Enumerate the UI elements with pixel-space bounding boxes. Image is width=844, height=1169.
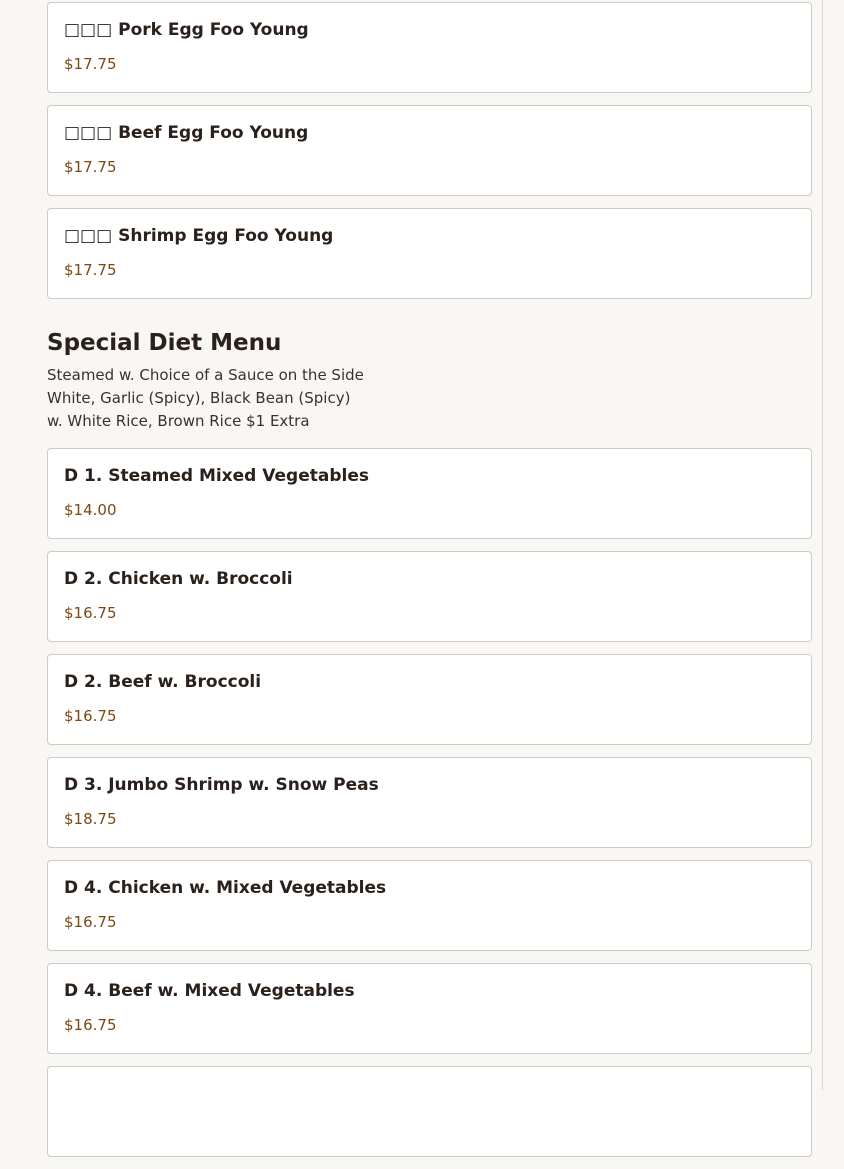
right-divider (822, 0, 823, 1090)
menu-item-price: $16.75 (64, 707, 117, 725)
menu-item-name: D 2. Chicken w. Broccoli (64, 569, 293, 589)
section-description (47, 364, 812, 433)
menu-item-price: $17.75 (64, 158, 117, 176)
menu-item-card[interactable] (47, 1066, 812, 1157)
menu-item-price: $16.75 (64, 604, 117, 622)
menu-item-card[interactable] (47, 208, 812, 299)
menu-item-name: D 2. Beef w. Broccoli (64, 672, 262, 692)
section-description-line: w. White Rice, Brown Rice $1 Extra (47, 412, 310, 430)
section-title: Special Diet Menu (47, 330, 282, 356)
menu-item-name: D 3. Jumbo Shrimp w. Snow Peas (64, 775, 379, 795)
menu-item-name: D 1. Steamed Mixed Vegetables (64, 466, 369, 486)
menu-item-price: $18.75 (64, 810, 117, 828)
menu-item-price: $17.75 (64, 261, 117, 279)
special-diet-section (47, 328, 812, 1157)
menu-item-card[interactable] (47, 448, 812, 539)
menu-item-name: □□□ Shrimp Egg Foo Young (64, 226, 334, 246)
menu-item-card[interactable] (47, 654, 812, 745)
menu-item-name: □□□ Pork Egg Foo Young (64, 20, 309, 40)
egg-foo-young-items (47, 2, 812, 299)
menu-item-name: D 4. Chicken w. Mixed Vegetables (64, 878, 387, 898)
menu-item-price: $17.75 (64, 55, 117, 73)
special-diet-items (47, 448, 812, 1157)
menu-item-card[interactable] (47, 757, 812, 848)
menu-content (47, 2, 812, 1169)
menu-item-card[interactable] (47, 2, 812, 93)
menu-item-price: $14.00 (64, 501, 117, 519)
section-description-line: Steamed w. Choice of a Sauce on the Side (47, 366, 364, 384)
menu-item-card[interactable] (47, 105, 812, 196)
menu-item-price: $16.75 (64, 1016, 117, 1034)
menu-item-price: $16.75 (64, 913, 117, 931)
menu-item-name: D 4. Beef w. Mixed Vegetables (64, 981, 355, 1001)
section-description-line: White, Garlic (Spicy), Black Bean (Spicy) (47, 389, 351, 407)
menu-item-card[interactable] (47, 551, 812, 642)
menu-item-card[interactable] (47, 963, 812, 1054)
menu-item-name: □□□ Beef Egg Foo Young (64, 123, 309, 143)
menu-item-card[interactable] (47, 860, 812, 951)
